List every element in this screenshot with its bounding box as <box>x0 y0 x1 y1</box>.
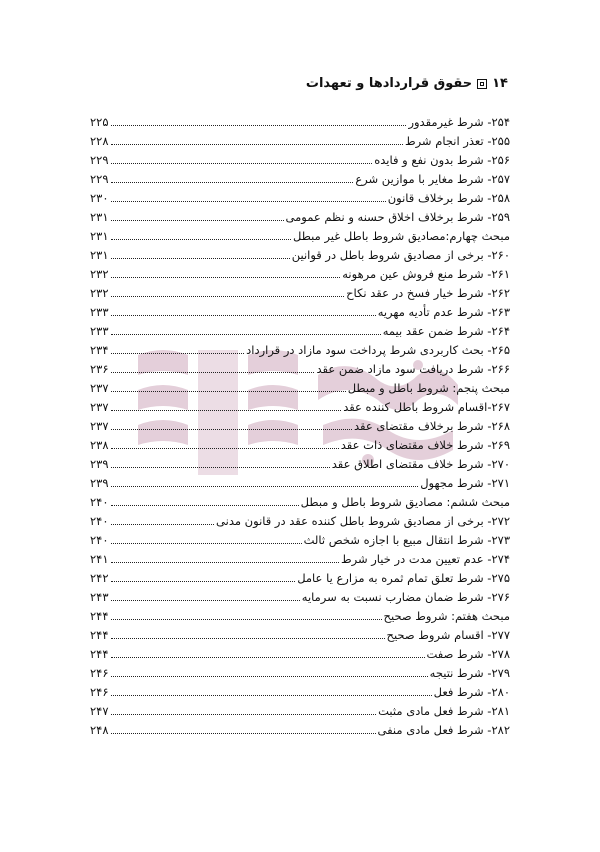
toc-entry-title: ۲۶۵- بحث کاربردی شرط پرداخت سود مازاد در قرارداد <box>246 343 510 357</box>
toc-entry-title: مبحث چهارم:مصادیق شروط باطل غیر مبطل <box>293 229 510 243</box>
dot-leader <box>111 353 245 354</box>
toc-entry-title: ۲۵۵- تعذر انجام شرط <box>404 134 510 148</box>
dot-leader <box>111 448 339 449</box>
toc-entry-title: ۲۵۹- شرط برخلاف اخلاق حسنه و نظم عمومی <box>285 210 510 224</box>
dot-leader <box>111 334 381 335</box>
toc-entry-title: ۲۶۶- شرط دریافت سود مازاد ضمن عقد <box>316 362 510 376</box>
toc-section-heading <box>90 229 510 248</box>
toc-page-number: ۲۴۳ <box>90 590 109 604</box>
toc-page-number: ۲۳۳ <box>90 305 109 319</box>
toc-entry-title: ۲۷۱- شرط مجهول <box>420 476 510 490</box>
toc-page-number: ۲۴۰ <box>90 514 109 528</box>
toc-page-number: ۲۳۱ <box>90 229 109 243</box>
toc-page-number: ۲۳۳ <box>90 324 109 338</box>
toc-page-number: ۲۳۹ <box>90 476 109 490</box>
toc-entry-title: ۲۷۹- شرط نتیجه <box>429 666 510 680</box>
toc-section-heading <box>90 609 510 628</box>
toc-entry <box>90 590 510 609</box>
toc-entry-title: مبحث پنجم: شروط باطل و مبطل <box>347 381 510 395</box>
toc-entry <box>90 191 510 210</box>
dot-leader <box>111 695 432 696</box>
toc-entry-title: ۲۶۱- شرط منع فروش عین مرهونه <box>342 267 510 281</box>
toc-entry-title: ۲۶۴- شرط ضمن عقد بیمه <box>382 324 510 338</box>
page-number: ۱۴ <box>492 76 508 91</box>
toc-page-number: ۲۳۲ <box>90 286 109 300</box>
running-header <box>306 76 508 91</box>
square-ornament-icon <box>477 79 487 89</box>
toc-page-number: ۲۳۶ <box>90 362 109 376</box>
toc-entry <box>90 267 510 286</box>
toc-page-number: ۲۳۴ <box>90 343 109 357</box>
toc-entry <box>90 419 510 438</box>
toc-entry-title: ۲۷۶- شرط ضمان مضارب نسبت به سرمایه <box>301 590 510 604</box>
toc-entry-title: ۲۷۴- عدم تعیین مدت در خیار شرط <box>340 552 510 566</box>
toc-entry <box>90 286 510 305</box>
toc-entry-title: ۲۵۶- شرط بدون نفع و فایده <box>374 153 510 167</box>
dot-leader <box>111 182 354 183</box>
dot-leader <box>111 429 352 430</box>
toc-entry-title: ۲۶۳- شرط عدم تأدیه مهریه <box>377 305 510 319</box>
toc-entry <box>90 552 510 571</box>
toc-entry <box>90 400 510 419</box>
toc-page-number: ۲۳۰ <box>90 191 109 205</box>
toc-entry <box>90 533 510 552</box>
toc-entry-title: ۲۷۰- شرط خلاف مقتضای اطلاق عقد <box>331 457 510 471</box>
dot-leader <box>111 144 403 145</box>
toc-section-heading <box>90 381 510 400</box>
dot-leader <box>111 638 385 639</box>
toc-entry <box>90 134 510 153</box>
table-of-contents <box>90 115 510 742</box>
dot-leader <box>111 657 425 658</box>
toc-entry <box>90 704 510 723</box>
toc-page-number: ۲۲۹ <box>90 172 109 186</box>
toc-page-number: ۲۴۰ <box>90 533 109 547</box>
toc-entry-title: ۲۶۸- شرط برخلاف مقتضای عقد <box>354 419 510 433</box>
dot-leader <box>111 277 341 278</box>
toc-entry-title: ۲۷۷- اقسام شروط صحیح <box>386 628 510 642</box>
toc-entry <box>90 248 510 267</box>
dot-leader <box>111 467 330 468</box>
dot-leader <box>111 543 302 544</box>
toc-page-number: ۲۲۸ <box>90 134 109 148</box>
toc-page-number: ۲۳۷ <box>90 419 109 433</box>
toc-page-number: ۲۳۱ <box>90 210 109 224</box>
dot-leader <box>111 676 428 677</box>
toc-entry-title: ۲۵۷- شرط مغایر با موازین شرع <box>355 172 510 186</box>
toc-entry <box>90 723 510 742</box>
toc-page-number: ۲۴۲ <box>90 571 109 585</box>
dot-leader <box>111 619 382 620</box>
dot-leader <box>111 296 345 297</box>
toc-entry <box>90 305 510 324</box>
toc-entry-title: مبحث ششم: مصادیق شروط باطل و مبطل <box>300 495 510 509</box>
toc-entry <box>90 476 510 495</box>
toc-page-number: ۲۴۴ <box>90 647 109 661</box>
toc-entry <box>90 685 510 704</box>
dot-leader <box>111 315 376 316</box>
toc-page-number: ۲۴۴ <box>90 628 109 642</box>
toc-entry-title: ۲۷۳- شرط انتقال مبیع با اجازه شخص ثالث <box>303 533 510 547</box>
toc-entry-title: مبحث هفتم: شروط صحیح <box>383 609 510 623</box>
toc-entry-title: ۲۸۱- شرط فعل مادی مثبت <box>378 704 510 718</box>
toc-section-heading <box>90 495 510 514</box>
toc-page-number: ۲۳۹ <box>90 457 109 471</box>
toc-entry-title: ۲۶۹- شرط خلاف مقتضای ذات عقد <box>340 438 510 452</box>
dot-leader <box>111 220 284 221</box>
dot-leader <box>111 524 215 525</box>
toc-entry-title: ۲۵۸- شرط برخلاف قانون <box>387 191 510 205</box>
toc-entry-title: ۲۶۰- برخی از مصادیق شروط باطل در قوانین <box>291 248 510 262</box>
toc-page-number: ۲۴۰ <box>90 495 109 509</box>
dot-leader <box>111 391 346 392</box>
dot-leader <box>111 372 315 373</box>
toc-page-number: ۲۳۸ <box>90 438 109 452</box>
toc-entry <box>90 514 510 533</box>
toc-entry <box>90 571 510 590</box>
toc-entry-title: ۲۸۲- شرط فعل مادی منفی <box>377 723 510 737</box>
dot-leader <box>111 600 300 601</box>
toc-page-number: ۲۴۷ <box>90 704 109 718</box>
toc-entry <box>90 343 510 362</box>
toc-page-number: ۲۳۲ <box>90 267 109 281</box>
toc-page-number: ۲۴۸ <box>90 723 109 737</box>
toc-page-number: ۲۴۴ <box>90 609 109 623</box>
toc-entry <box>90 324 510 343</box>
toc-page-number: ۲۳۷ <box>90 381 109 395</box>
dot-leader <box>111 201 386 202</box>
dot-leader <box>111 163 373 164</box>
toc-page-number: ۲۴۶ <box>90 666 109 680</box>
dot-leader <box>111 505 299 506</box>
toc-entry-title: ۲۶۲- شرط خیار فسخ در عقد نکاح <box>346 286 510 300</box>
toc-page-number: ۲۳۷ <box>90 400 109 414</box>
toc-entry <box>90 115 510 134</box>
dot-leader <box>111 733 376 734</box>
toc-page-number: ۲۲۵ <box>90 115 109 129</box>
toc-entry <box>90 153 510 172</box>
dot-leader <box>111 486 419 487</box>
dot-leader <box>111 714 377 715</box>
toc-entry <box>90 210 510 229</box>
toc-entry-title: ۲۸۰- شرط فعل <box>433 685 510 699</box>
toc-page-number: ۲۴۶ <box>90 685 109 699</box>
dot-leader <box>111 581 296 582</box>
toc-entry <box>90 666 510 685</box>
toc-entry-title: ۲۷۵- شرط تعلق تمام ثمره به مزارع یا عامل <box>297 571 510 585</box>
dot-leader <box>111 125 407 126</box>
toc-entry-title: ۲۷۸- شرط صفت <box>426 647 510 661</box>
dot-leader <box>111 258 290 259</box>
toc-entry <box>90 362 510 381</box>
toc-entry-title: ۲۶۷-اقسام شروط باطل کننده عقد <box>343 400 510 414</box>
dot-leader <box>111 410 342 411</box>
book-title: حقوق قراردادها و تعهدات <box>305 76 473 91</box>
toc-page-number: ۲۴۱ <box>90 552 109 566</box>
toc-page-number: ۲۲۹ <box>90 153 109 167</box>
toc-page-number: ۲۳۱ <box>90 248 109 262</box>
toc-entry <box>90 457 510 476</box>
toc-entry-title: ۲۷۲- برخی از مصادیق شروط باطل کننده عقد در قانون مدنی <box>216 514 510 528</box>
toc-entry <box>90 647 510 666</box>
toc-entry <box>90 628 510 647</box>
dot-leader <box>111 562 339 563</box>
toc-entry <box>90 172 510 191</box>
toc-entry-title: ۲۵۴- شرط غیرمقدور <box>408 115 510 129</box>
toc-entry <box>90 438 510 457</box>
dot-leader <box>111 239 291 240</box>
